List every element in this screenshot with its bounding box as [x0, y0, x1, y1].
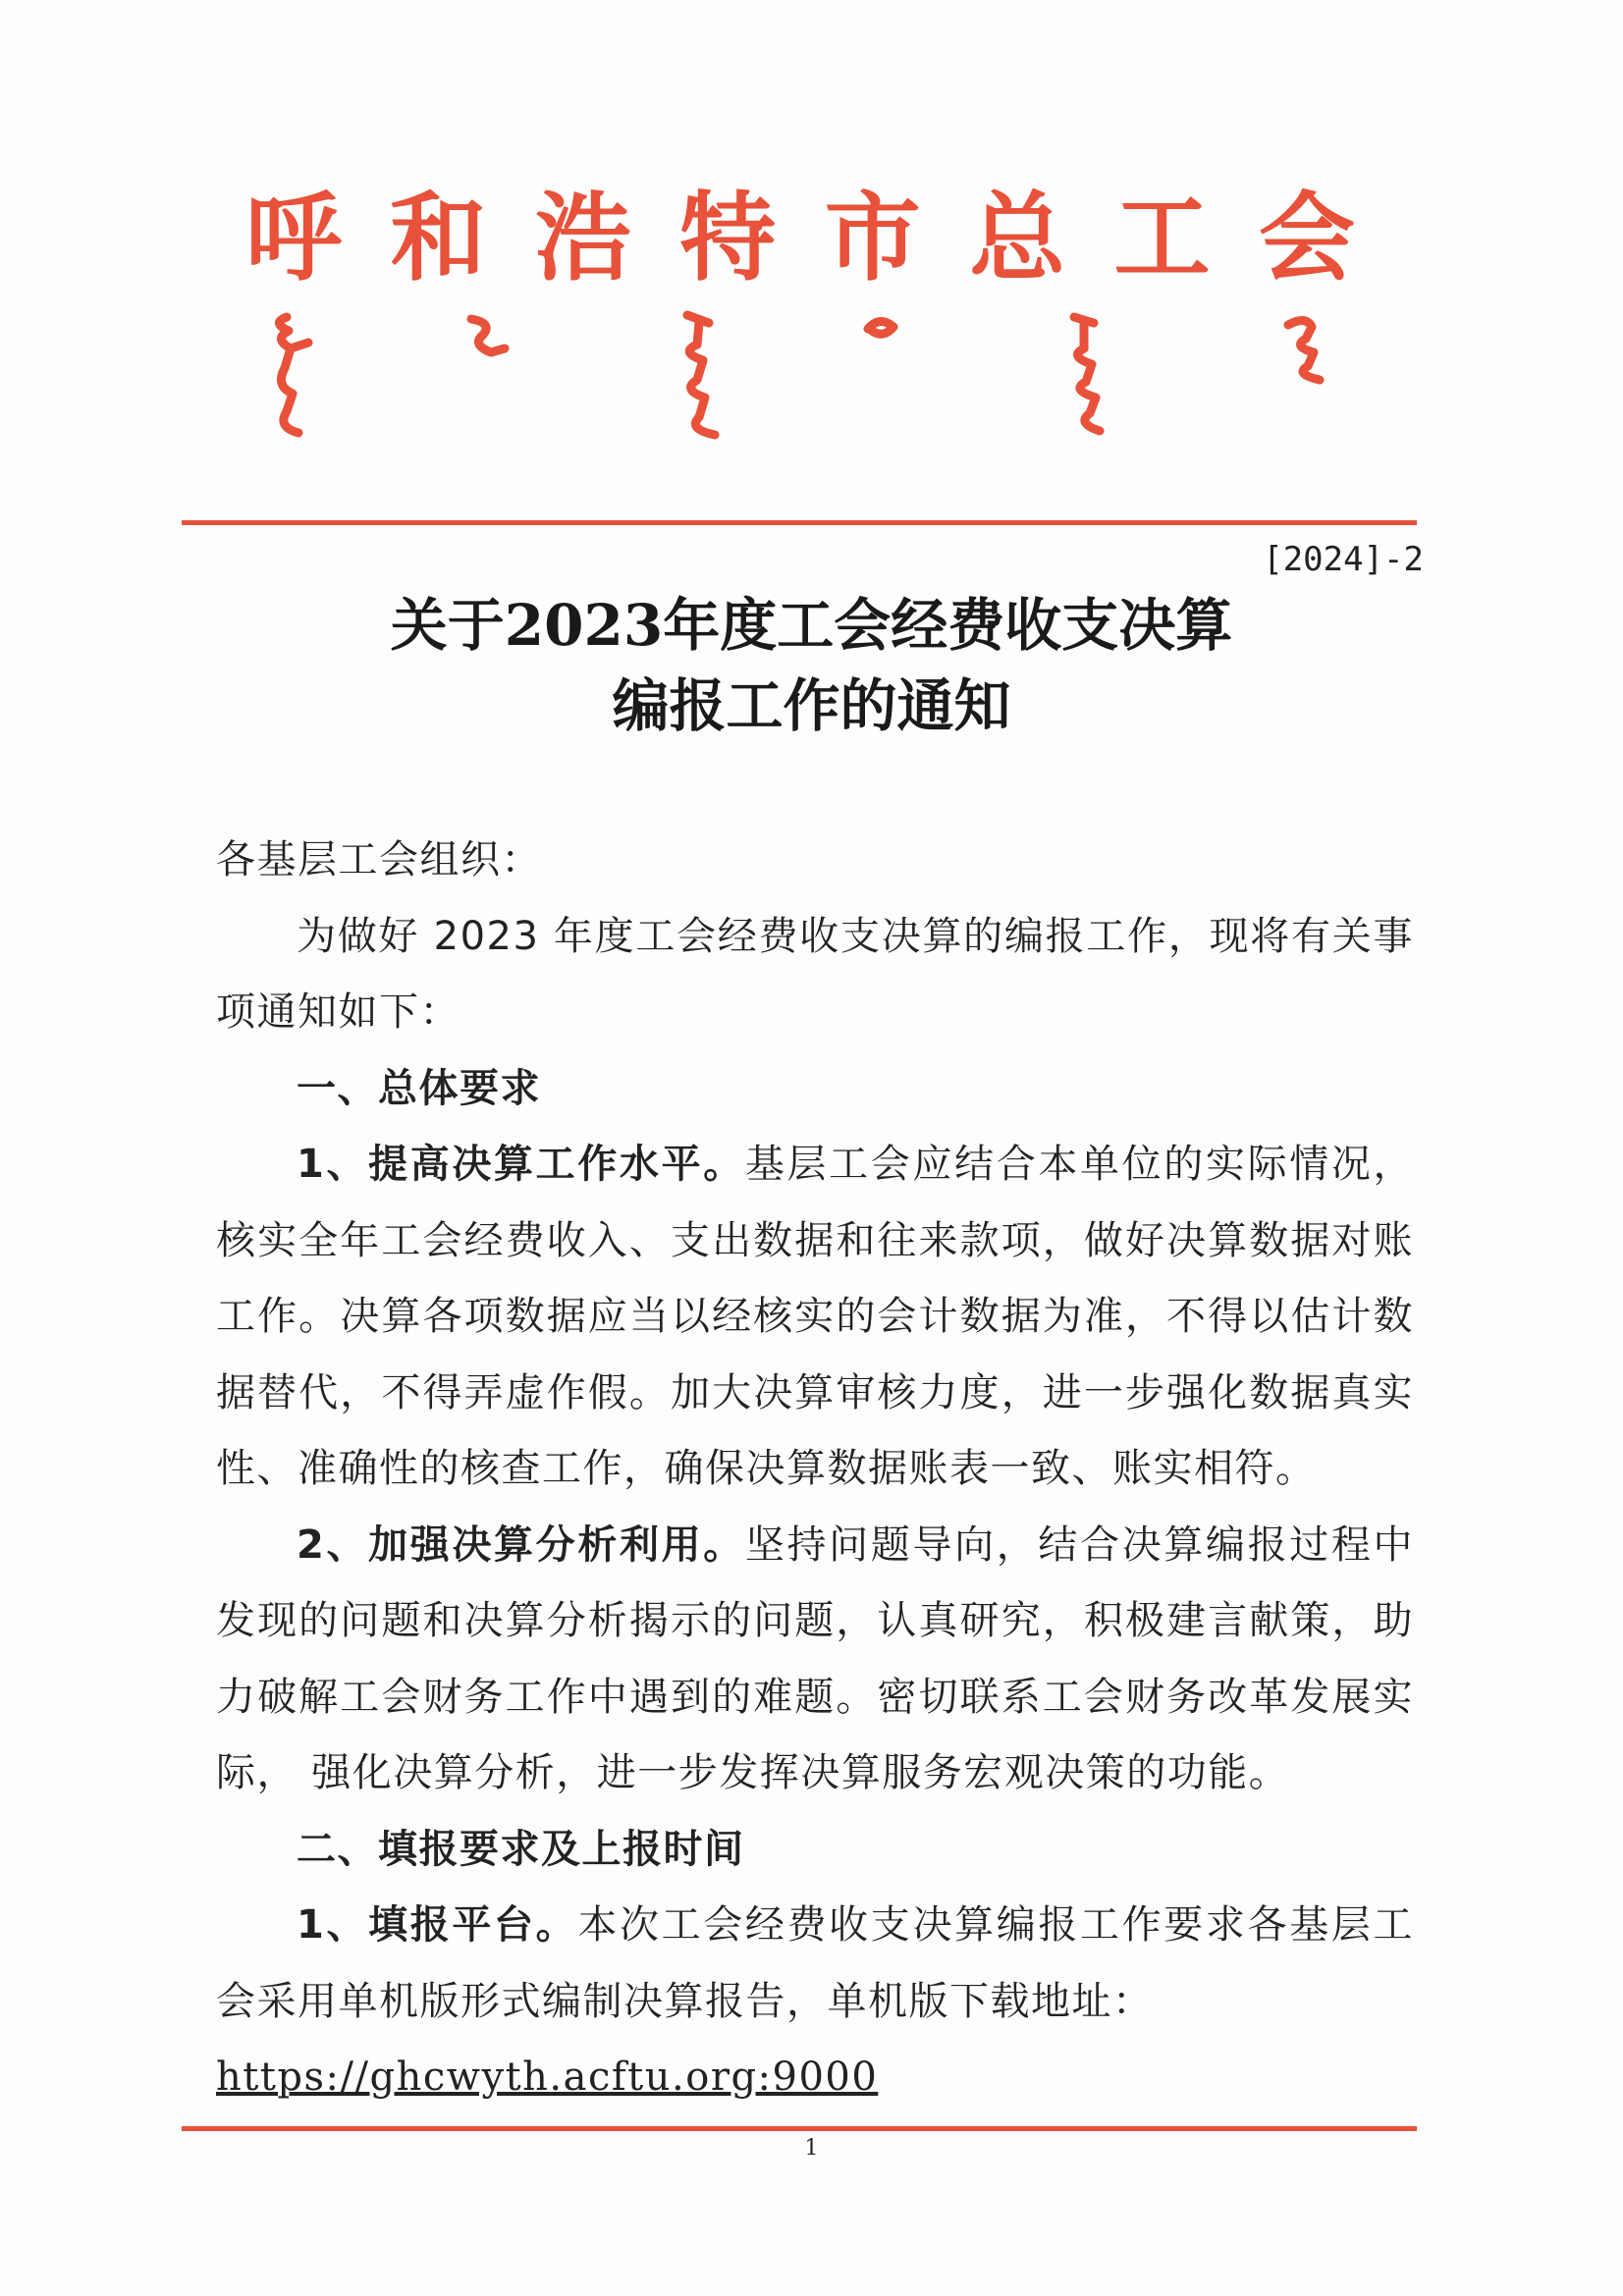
section-heading-1: 一、总体要求: [297, 1065, 541, 1111]
salutation: 各基层工会组织：: [216, 837, 542, 882]
item-1-text: 基层工会应结合本单位的实际情况，核实全年工会经费收入、支出数据和往来款项，做好决算数据对账工作。决算各项数据应当以经核实的会计数据为准，不得以估计数据替代，不得弄虚作假。加大决算审核力度，进一步强化数据真实性、准确性的核查工作，确保决算数据账表一致、账实相符。: [216, 1142, 1414, 1491]
title-line-1: 关于2023年度工会经费收支决算: [390, 592, 1233, 659]
intro-paragraph: 为做好 2023 年度工会经费收支决算的编报工作，现将有关事项通知如下：: [216, 913, 1414, 1035]
header-divider: [182, 520, 1417, 525]
org-name-char: 呼: [245, 182, 343, 294]
document-title: [0, 585, 1623, 746]
document-number: [2024]-2: [1263, 540, 1424, 579]
paragraph-item-3: [216, 1888, 1414, 2040]
footer-divider: [182, 2126, 1417, 2131]
download-link-line: [216, 2040, 1414, 2116]
item-2-lead: 2、加强决算分析利用。: [297, 1522, 745, 1568]
paragraph-item-2: [216, 1508, 1414, 1812]
paragraph-item-1: [216, 1127, 1414, 1508]
mongolian-script-logo: [265, 309, 1345, 447]
org-name-char: 总: [969, 182, 1066, 294]
item-3-text: 本次工会经费收支决算编报工作要求各基层工会采用单机版形式编制决算报告，单机版下载地址：: [216, 1902, 1414, 2024]
org-name-header: [245, 182, 1355, 294]
item-2-text: 坚持问题导向，结合决算编报过程中发现的问题和决算分析揭示的问题，认真研究，积极建言献策，助力破解工会财务工作中遇到的难题。密切联系工会财务改革发展实际， 强化决算分析，进一步发挥决算服务宏观决策的功能。: [216, 1522, 1414, 1795]
org-name-char: 市: [824, 182, 921, 294]
item-1-lead: 1、提高决算工作水平。: [297, 1142, 745, 1187]
org-name-char: 浩: [534, 182, 631, 294]
document-body: [216, 823, 1414, 2116]
page-number: 1: [804, 2136, 819, 2161]
org-name-char: 和: [390, 182, 487, 294]
org-name-char: 会: [1258, 182, 1355, 294]
org-name-char: 特: [679, 182, 777, 294]
org-name-char: 工: [1113, 182, 1211, 294]
section-heading-2: 二、填报要求及上报时间: [297, 1826, 745, 1872]
title-line-2: 编报工作的通知: [612, 672, 1011, 739]
download-url-link[interactable]: https://ghcwyth.acftu.org:9000: [216, 2055, 879, 2100]
item-3-lead: 1、填报平台。: [297, 1902, 578, 1948]
